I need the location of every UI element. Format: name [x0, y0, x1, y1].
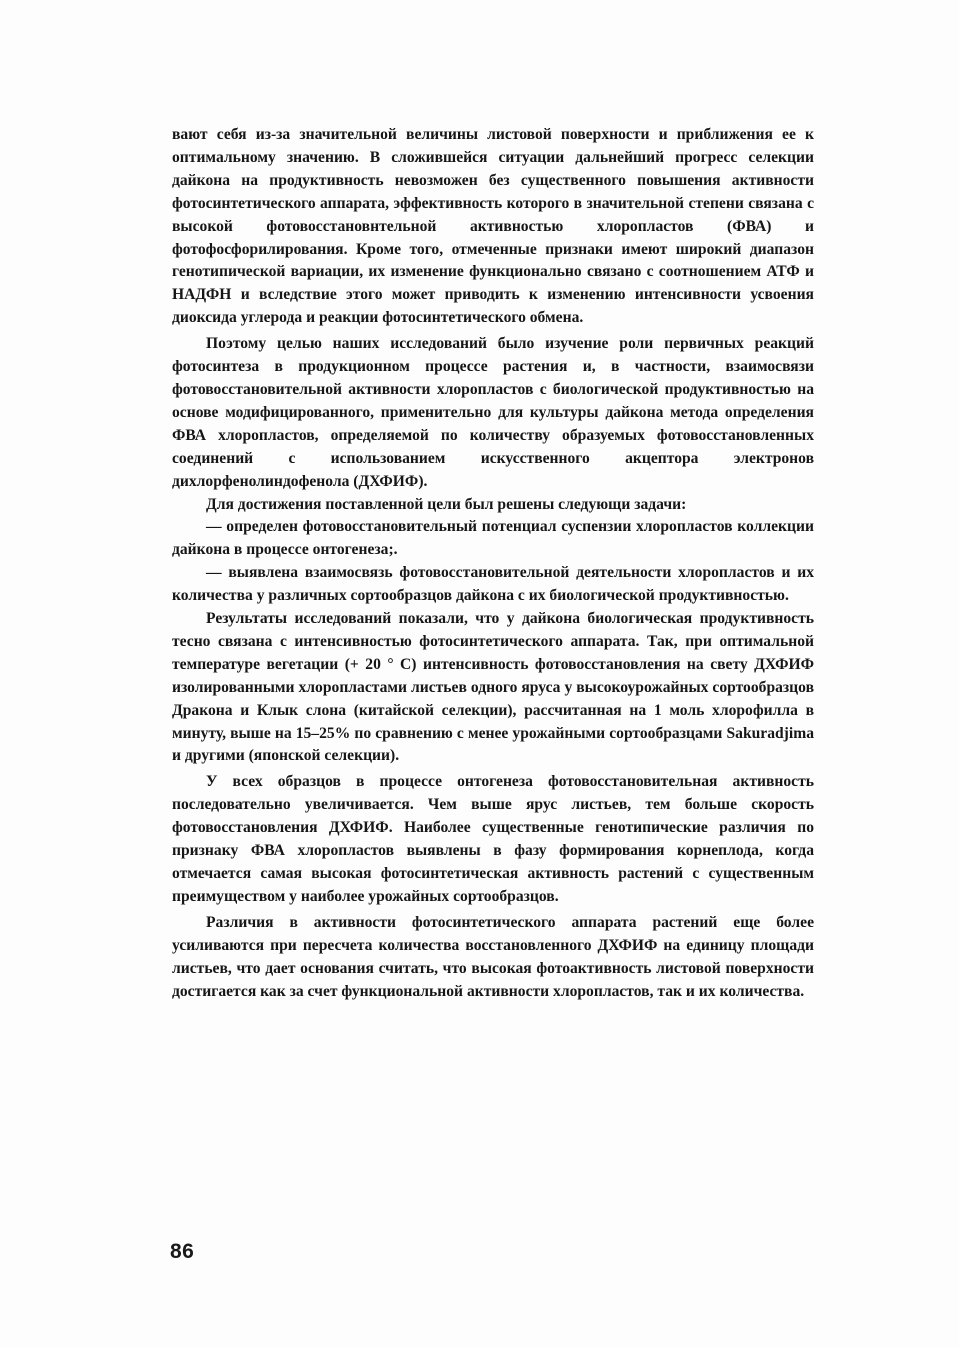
- body-text: [172, 124, 814, 1003]
- paragraph-results: Результаты исследований показали, что у дайкона биологическая продуктивность тесно связана с интенсивностью фотосинтетического аппарата. Так, при оптимальной температуре вегетации (+ 20 ° С) интенсивность фотовосстановления на свету ДХФИФ изолированными хлоропластами листьев одного яруса у высокоурожайных сортообразцов Дракона и Клык слона (китайской селекции), рассчитанная на 1 моль хлорофилла в минуту, выше на 15–25% по сравнению с менее урожайными сортообразцами Sakuradjima и другими (японской селекции).: [172, 610, 814, 765]
- paragraph-ontogenesis: У всех образцов в процессе онтогенеза фотовосстановительная активность последовательно увеличивается. Чем выше ярус листьев, тем больше скорость фотовосстановления ДХФИФ. Наиболее существенные генотипические различия по признаку ФВА хлоропластов выявлены в фазу формирования корнеплода, когда отмечается самая высокая фотосинтетическая активность растений с существенным преимуществом у наиболее урожайных сортообразцов.: [172, 773, 814, 905]
- paragraph-differences: Различия в активности фотосинтетического аппарата растений еще более усиливаются при пересчета количества восстановленного ДХФИФ на единицу площади листьев, что дает основания считать, что высокая фотоактивность листовой поверхности достигается как за счет функциональной активности хлоропластов, так и их количества.: [172, 913, 814, 1000]
- paragraph-tasks-intro: Для достижения поставленной цели был решены следующи задачи:: [206, 495, 687, 513]
- list-item-task-1: — определен фотовосстановительный потенциал суспензии хлоропластов коллекции дайкона в процессе онтогенеза;.: [172, 518, 814, 559]
- paragraph-research-goal: Поэтому целью наших исследований было изучение роли первичных реакций фотосинтеза в продукционном процессе растения и, в частности, взаимосвязи фотовосстановительной активности хлоропластов с биологической продуктивностью на основе модифицированного, применительно для культуры дайкона метода определения ФВА хлоропластов, определяемой по количеству образуемых фотовосстановленных соединений с использованием искусственного акцептора электронов дихлорфенолиндофенола (ДХФИФ).: [172, 335, 814, 490]
- paragraph-continuation: вают себя из-за значительной величины листовой поверхности и приближения ее к оптимальному значению. В сложившейся ситуации дальнейший прогресс селекции дайкона на продуктивность невозможен без существенного повышения активности фотосинтетического аппарата, эффективность которого в значительной степени связана с высокой фотовосстановнтельной активностью хлоропластов (ФВА) и фотофосфорилирования. Кроме того, отмеченные признаки имеют широкий диапазон генотипической вариации, их изменение функционально связано с соотношением АТФ и НАДФН и вследствие этого может приводить к изменению интенсивности усвоения диоксида углерода и реакции фотосинтетического обмена.: [172, 126, 814, 327]
- list-item-task-2: — выявлена взаимосвязь фотовосстановительной деятельности хлоропластов и их количества у различных сортообразцов дайкона с их биологической продуктивностью.: [172, 564, 814, 605]
- page-number: 86: [170, 1240, 195, 1263]
